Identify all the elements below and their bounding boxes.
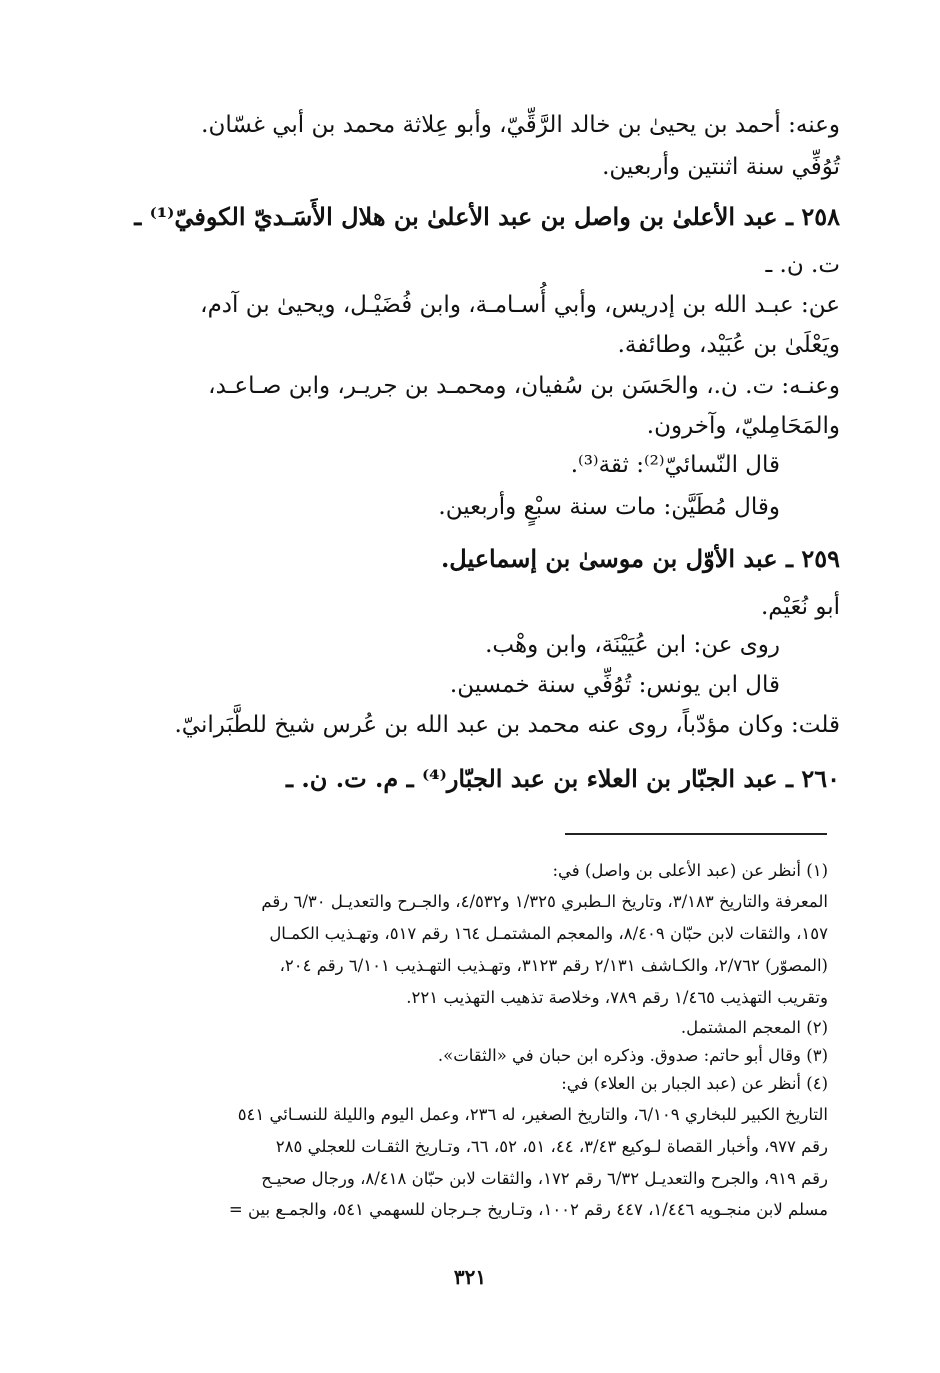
entry-heading-259: ٢٥٩ ـ عبد الأوّل بن موسىٰ بن إسماعيل.: [440, 544, 840, 573]
footnote-line: رقم ٩٧٧، وأخبار القصاة لـوكيع ٣/٤٣، ٤٤، ٥١، ٥٢، ٦٦، وتـاريخ الثقـات للعجلي ٢٨٥: [275, 1137, 828, 1156]
footnote-line: (٢) المعجم المشتمل.: [680, 1018, 828, 1037]
footnote-line: (٤) أنظر عن (عبد الجبار بن العلاء) في:: [561, 1074, 828, 1093]
footnote-line: المعرفة والتاريخ ٣/١٨٣، وتاريخ الـطبري ١/٣٢٥ و٤/٥٣٢، والجـرح والتعديـل ٦/٣٠ رقم: [261, 892, 828, 911]
body-line: قال ابن يونس: تُوُفِّي سنة خمسين.: [449, 672, 780, 698]
footnote-line: مسلم لابن منجـويه ١/٤٤٦، ٤٤٧ رقم ١٠٠٢، وتـاريخ جـرجان للسهمي ٥٤١، والجمـع بين =: [228, 1200, 828, 1219]
footnote-line: رقم ٩١٩، والجرح والتعديـل ٦/٣٢ رقم ١٧٢، والثقات لابن حبّان ٨/٤١٨، ورجال صحيـح: [261, 1169, 828, 1188]
footnote-line: (المصوّر) ٢/٧٦٢، والكـاشف ٢/١٣١ رقم ٣١٢٣، وتهـذيب التهـذيب ٦/١٠١ رقم ٢٠٤،: [279, 956, 828, 975]
body-line: قال النّسائيّ⁽²⁾: ثقة⁽³⁾.: [570, 452, 780, 478]
body-line: قلت: وكان مؤدّباً، روى عنه محمد بن عبد الله بن عُرس شيخ للطَّبَرانيّ.: [174, 712, 840, 738]
footnote-line: وتقريب التهذيب ١/٤٦٥ رقم ٧٨٩، وخلاصة تذهيب التهذيب ٢٢١.: [406, 988, 828, 1007]
footnote-line: (٣) وقال أبو حاتم: صدوق. وذكره ابن حبان في «الثقات».: [437, 1046, 828, 1065]
body-line: تُوُفِّي سنة اثنتين وأربعين.: [602, 154, 840, 180]
body-line: والمَحَامِليّ، وآخرون.: [646, 413, 840, 439]
body-line: وعنـه: ت. ن.، والحَسَن بن سُفيان، ومحمـد بن جريـر، وابن صـاعـد،: [208, 373, 840, 399]
body-line: وعنه: أحمد بن يحيىٰ بن خالد الرَّقِّيّ، وأبو عِلاثة محمد بن أبي غسّان.: [201, 112, 840, 138]
body-line: عن: عبـد الله بن إدريس، وأبي أُسـامـة، وابن فُضَيْـل، ويحيىٰ بن آدم،: [200, 292, 840, 318]
body-line: أبو نُعَيْم.: [760, 594, 840, 620]
entry-heading-258: ٢٥٨ ـ عبد الأعلىٰ بن واصل بن عبد الأعلىٰ بن هلال الأَسَـديّ الكوفيّ⁽¹⁾ ـ: [134, 202, 840, 231]
footnote-line: التاريخ الكبير للبخاري ٦/١٠٩، والتاريخ الصغير، له ٢٣٦، وعمل اليوم والليلة للنسـائي ٥٤١: [237, 1105, 828, 1124]
footnote-line: ١٥٧، والثقات لابن حبّان ٨/٤٠٩، والمعجم المشتمـل ١٦٤ رقم ٥١٧، وتهـذيب الكمـال: [269, 924, 828, 943]
body-line: ت. ن. ـ: [765, 252, 840, 278]
body-line: وقال مُطَيَّن: مات سنة سبْعٍ وأربعين.: [438, 494, 780, 520]
entry-heading-260: ٢٦٠ ـ عبد الجبّار بن العلاء بن عبد الجبّار⁽⁴⁾ ـ م. ت. ن. ـ: [286, 764, 840, 793]
body-line: ويَعْلَىٰ بن عُبَيْد، وطائفة.: [617, 332, 840, 358]
page-number: ٣٢١: [453, 1265, 487, 1289]
footnote-line: (١) أنظر عن (عبد الأعلى بن واصل) في:: [552, 861, 828, 880]
footnote-separator: [565, 833, 827, 835]
body-line: روى عن: ابن عُيَيْنَة، وابن وهْب.: [485, 632, 780, 658]
